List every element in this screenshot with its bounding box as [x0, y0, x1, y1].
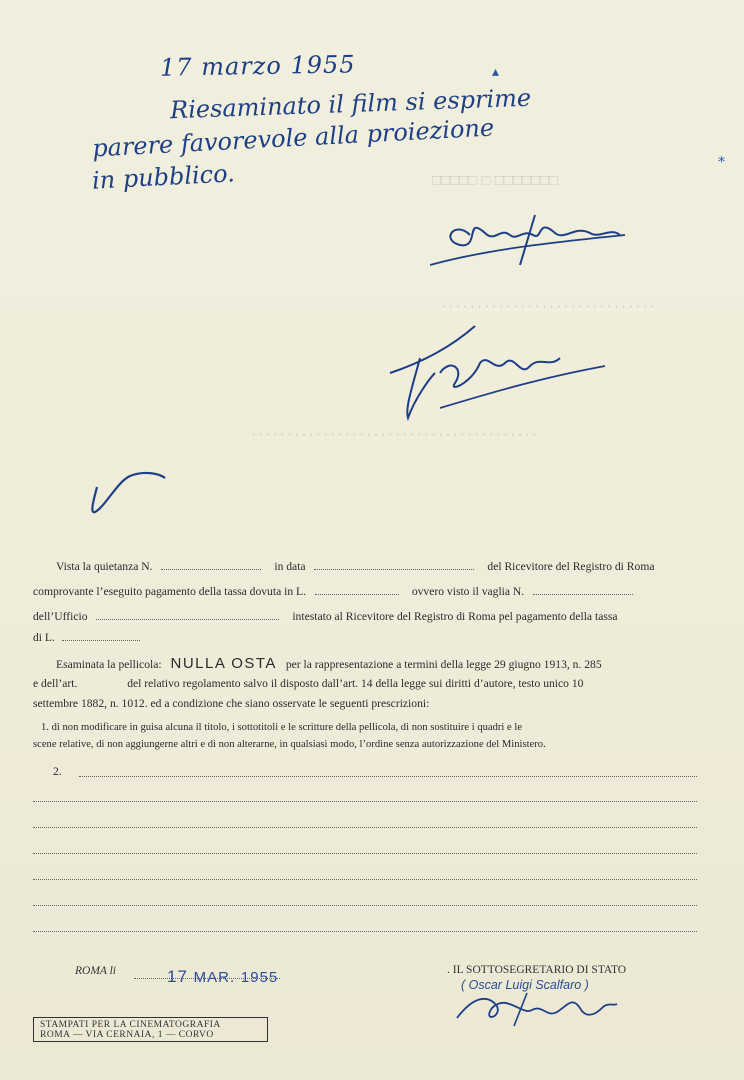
form-text: e dell’art. — [33, 677, 78, 690]
handwritten-note-line: parere favorevole alla proiezione — [91, 113, 495, 163]
prescription-text: 1. di non modificare in guisa alcuna il titolo, i sottotitoli e le scritture della pellicola, di non sostituire i quadri e le — [41, 722, 523, 733]
form-label: intestato al Ricevitore del Registro di Roma pel pagamento della tassa — [292, 610, 618, 623]
stamp-year: 1955 — [240, 969, 279, 986]
nulla-osta-heading: NULLA OSTA — [170, 655, 277, 672]
form-row — [33, 558, 705, 575]
ink-mark: ▴ — [492, 65, 500, 80]
handwritten-signature — [380, 318, 610, 438]
prescription-text: scene relative, di non aggiungerne altri e di non alterarne, in qualsiasi modo, l’ordine senza autorizzazione del Ministero. — [33, 739, 546, 750]
form-row — [33, 737, 705, 753]
prescription-line[interactable] — [33, 905, 697, 906]
form-label: dell’Ufficio — [33, 610, 88, 623]
prescription-line[interactable] — [33, 827, 697, 828]
form-label: di L. — [33, 631, 55, 644]
prescription-number: 2. — [53, 765, 62, 778]
show-through-text: □□□□□ □ □□□□□□□ — [432, 172, 559, 189]
printer-imprint — [33, 1017, 268, 1042]
show-through-text: ······························ — [440, 300, 657, 314]
fill-in-field[interactable] — [62, 629, 140, 641]
form-label: Esaminata la pellicola: — [56, 658, 162, 671]
handwritten-signature — [452, 988, 622, 1028]
form-row — [33, 720, 705, 736]
form-text: per la rappresentazione a termini della legge 29 giugno 1913, n. 285 — [285, 658, 602, 671]
fill-in-field[interactable] — [315, 583, 399, 595]
ink-mark: ⁎ — [718, 151, 725, 166]
show-through-text: ········································ — [250, 428, 539, 442]
form-label: in data — [274, 560, 306, 573]
signatory-name-stamp: ( Oscar Luigi Scalfaro ) — [461, 978, 589, 992]
fill-in-field[interactable] — [96, 608, 279, 620]
handwritten-note-line: Riesaminato il film si esprime — [169, 83, 532, 125]
form-text: del relativo regolamento salvo il disposto dall’art. 14 della legge sui diritti d’autore, testo unico 10 — [127, 677, 584, 690]
fill-in-field[interactable] — [533, 583, 633, 595]
handwritten-signature — [425, 205, 635, 275]
printer-imprint-line: ROMA — VIA CERNAIA, 1 — CORVO — [40, 1030, 214, 1040]
fill-in-field[interactable] — [161, 558, 261, 570]
signatory-title: . IL SOTTOSEGRETARIO DI STATO — [447, 964, 627, 976]
prescription-line[interactable] — [33, 931, 697, 932]
handwritten-note-line: in pubblico. — [91, 159, 236, 195]
printer-imprint-line: STAMPATI PER LA CINEMATOGRAFIA — [40, 1020, 221, 1030]
stamp-day: 17 — [167, 967, 188, 986]
form-row — [33, 696, 705, 712]
handwritten-date: 17 marzo 1955 — [159, 50, 356, 82]
form-label: del Ricevitore del Registro di Roma — [487, 560, 655, 573]
form-label: ovvero visto il vaglia N. — [411, 585, 525, 598]
form-row — [33, 676, 705, 692]
form-row — [33, 629, 705, 646]
prescription-line[interactable] — [79, 776, 697, 777]
form-row — [33, 583, 705, 600]
form-text: settembre 1882, n. 1012. ed a condizione che siano osservate le seguenti prescrizioni: — [33, 697, 430, 710]
form-label: Vista la quietanza N. — [56, 560, 153, 573]
place-date-label: ROMA li — [75, 965, 116, 977]
stamp-month: MAR. — [193, 969, 236, 986]
prescription-line[interactable] — [33, 879, 697, 880]
form-label: comprovante l’eseguito pagamento della tassa dovuta in L. — [33, 585, 307, 598]
prescription-line[interactable] — [33, 853, 697, 854]
form-row — [33, 656, 705, 673]
prescription-line[interactable] — [33, 801, 697, 802]
form-row — [33, 764, 705, 780]
handwritten-mark — [85, 462, 175, 522]
date-stamp — [167, 967, 278, 987]
fill-in-field[interactable] — [314, 558, 474, 570]
form-row — [33, 608, 705, 625]
